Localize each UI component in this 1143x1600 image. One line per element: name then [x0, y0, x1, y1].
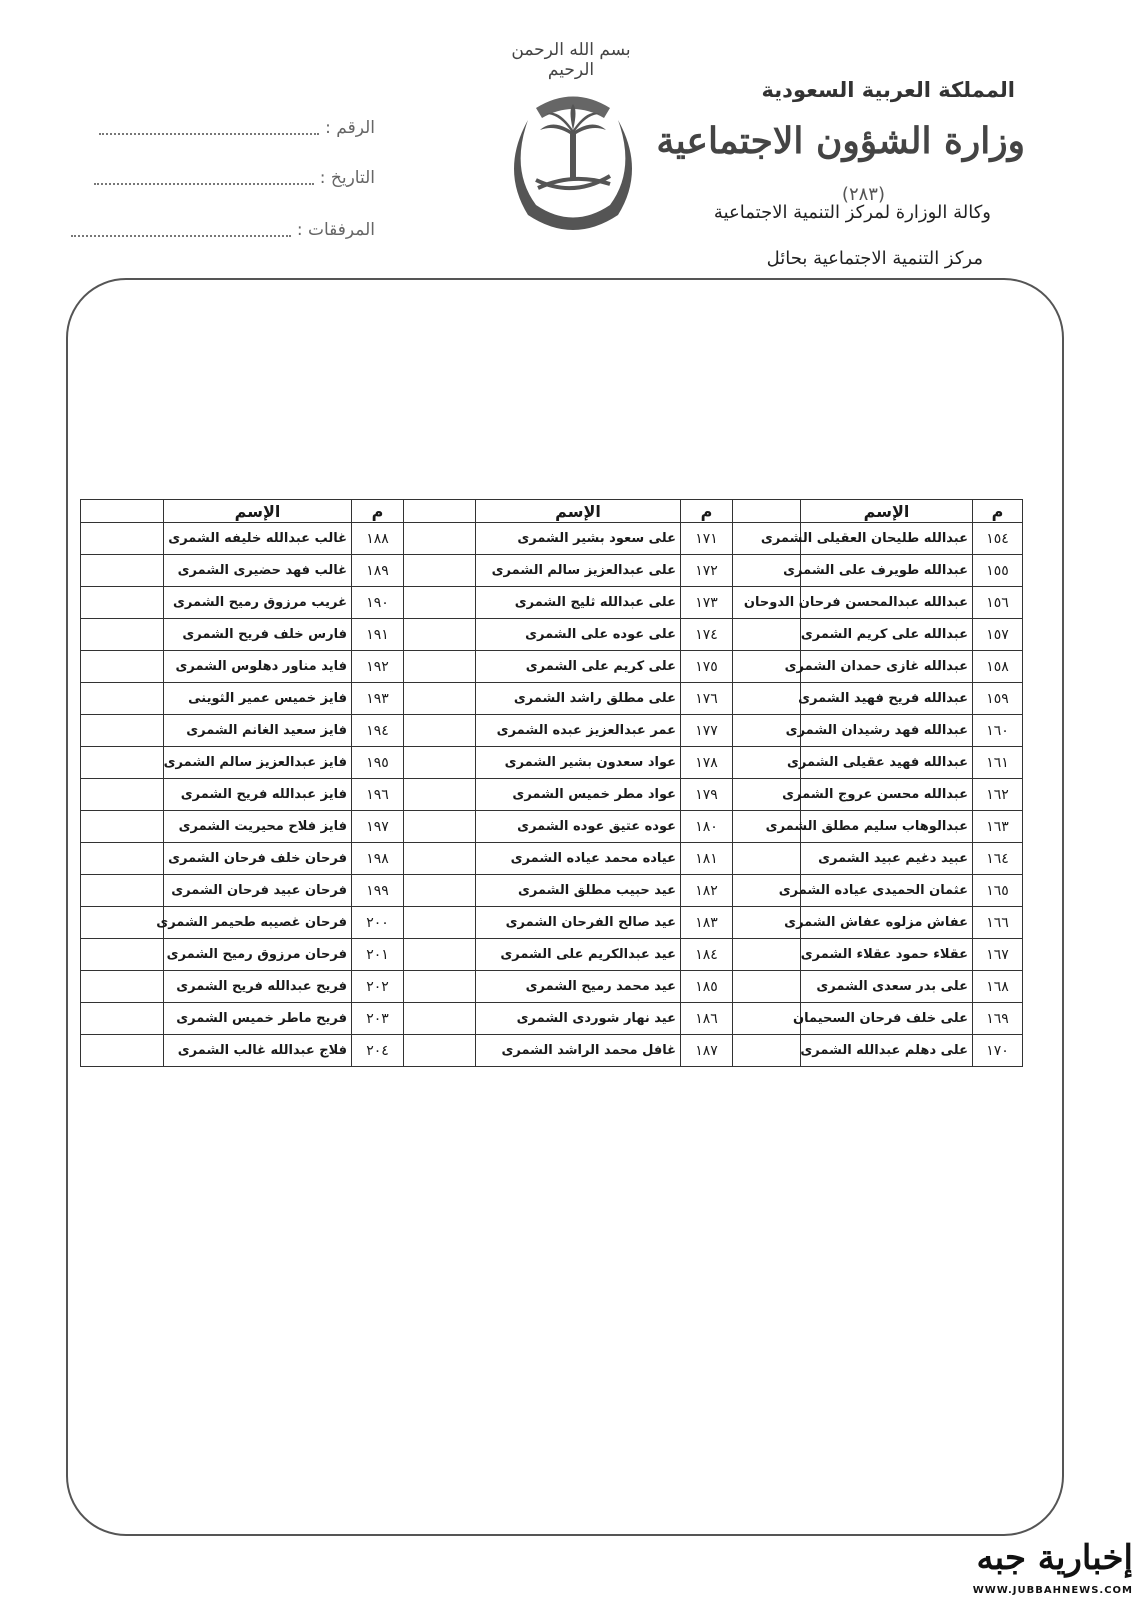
column-header-blank [404, 500, 476, 523]
row-number: ١٧٧ [681, 715, 733, 747]
person-name: على عبدالعزيز سالم الشمرى [476, 555, 681, 587]
row-number: ١٦٦ [973, 907, 1023, 939]
blank-cell [404, 619, 476, 651]
person-name: فرحان خلف فرحان الشمرى [164, 843, 352, 875]
row-number: ٢٠١ [352, 939, 404, 971]
date-dots [94, 171, 314, 185]
row-number: ١٩٠ [352, 587, 404, 619]
person-name: فلاج عبدالله غالب الشمرى [164, 1035, 352, 1067]
person-name: على عبدالله ثليج الشمرى [476, 587, 681, 619]
row-number: ١٧١ [681, 523, 733, 555]
person-name: عبدالله طويرف على الشمرى [801, 555, 973, 587]
document-code: (٢٨٣) [841, 184, 885, 205]
blank-cell [81, 971, 164, 1003]
row-number: ١٦٥ [973, 875, 1023, 907]
watermark-url: WWW.JUBBAHNEWS.COM [972, 1585, 1133, 1596]
blank-cell [81, 651, 164, 683]
column-header-number: م [973, 500, 1023, 523]
table-row [81, 555, 1023, 587]
ministry-emblem-icon [498, 80, 648, 240]
table-row [81, 779, 1023, 811]
blank-cell [81, 939, 164, 971]
person-name: عبدالله غازى حمدان الشمرى [801, 651, 973, 683]
row-number: ١٨٣ [681, 907, 733, 939]
row-number: ١٥٤ [973, 523, 1023, 555]
person-name: عياده محمد عياده الشمرى [476, 843, 681, 875]
person-name: فرحان غصيبه طحيمر الشمرى [164, 907, 352, 939]
row-number: ١٦٠ [973, 715, 1023, 747]
person-name: عثمان الحميدى عياده الشمرى [801, 875, 973, 907]
attachments-field [71, 220, 375, 240]
table-row [81, 683, 1023, 715]
person-name: على كريم على الشمرى [476, 651, 681, 683]
blank-cell [404, 811, 476, 843]
blank-cell [404, 555, 476, 587]
center-title: مركز التنمية الاجتماعية بحائل [766, 248, 983, 269]
reference-number-label: الرقم : [325, 118, 375, 138]
row-number: ١٦٨ [973, 971, 1023, 1003]
blank-cell [733, 683, 801, 715]
column-header-number: م [352, 500, 404, 523]
blank-cell [733, 971, 801, 1003]
table-row [81, 843, 1023, 875]
blank-cell [81, 1035, 164, 1067]
row-number: ١٩٩ [352, 875, 404, 907]
table-row [81, 907, 1023, 939]
blank-cell [733, 939, 801, 971]
row-number: ١٥٦ [973, 587, 1023, 619]
blank-cell [81, 587, 164, 619]
row-number: ١٩٦ [352, 779, 404, 811]
table-header-row [81, 500, 1023, 523]
row-number: ١٩٨ [352, 843, 404, 875]
person-name: عقلاء حمود عقلاء الشمرى [801, 939, 973, 971]
person-name: فايد مناور دهلوس الشمرى [164, 651, 352, 683]
reference-number-field [99, 118, 375, 138]
person-name: فرحان عبيد فرحان الشمرى [164, 875, 352, 907]
blank-cell [404, 875, 476, 907]
attachments-label: المرفقات : [296, 220, 375, 240]
blank-cell [404, 971, 476, 1003]
row-number: ١٦١ [973, 747, 1023, 779]
row-number: ١٧٩ [681, 779, 733, 811]
blank-cell [733, 843, 801, 875]
person-name: فايز خميس عمير الثوينى [164, 683, 352, 715]
person-name: عبدالله على كريم الشمرى [801, 619, 973, 651]
row-number: ١٩٣ [352, 683, 404, 715]
row-number: ١٧٥ [681, 651, 733, 683]
person-name: عبدالله فهد رشيدان الشمرى [801, 715, 973, 747]
agency-title: وكالة الوزارة لمركز التنمية الاجتماعية [713, 202, 991, 223]
ministry-title: وزارة الشؤون الاجتماعية [656, 120, 1025, 162]
attachments-dots [71, 223, 291, 237]
person-name: عبيد دغيم عبيد الشمرى [801, 843, 973, 875]
blank-cell [404, 779, 476, 811]
row-number: ١٨٠ [681, 811, 733, 843]
person-name: على بدر سعدى الشمرى [801, 971, 973, 1003]
row-number: ٢٠٢ [352, 971, 404, 1003]
person-name: على سعود بشير الشمرى [476, 523, 681, 555]
blank-cell [81, 747, 164, 779]
person-name: فريح عبدالله فريح الشمرى [164, 971, 352, 1003]
blank-cell [81, 907, 164, 939]
row-number: ١٩١ [352, 619, 404, 651]
person-name: غالب عبدالله خليفه الشمرى [164, 523, 352, 555]
person-name: عيد عبدالكريم على الشمرى [476, 939, 681, 971]
row-number: ١٧٨ [681, 747, 733, 779]
table-row [81, 875, 1023, 907]
table-row [81, 523, 1023, 555]
row-number: ١٨١ [681, 843, 733, 875]
row-number: ١٦٤ [973, 843, 1023, 875]
person-name: على خلف فرحان السحيمان [801, 1003, 973, 1035]
row-number: ١٥٧ [973, 619, 1023, 651]
row-number: ١٩٧ [352, 811, 404, 843]
table-row [81, 939, 1023, 971]
person-name: فارس خلف فريح الشمرى [164, 619, 352, 651]
table-row [81, 651, 1023, 683]
blank-cell [404, 939, 476, 971]
person-name: عبدالوهاب سليم مطلق الشمرى [801, 811, 973, 843]
table-row [81, 619, 1023, 651]
row-number: ١٥٥ [973, 555, 1023, 587]
person-name: عيد حبيب مطلق الشمرى [476, 875, 681, 907]
row-number: ١٦٧ [973, 939, 1023, 971]
row-number: ١٨٦ [681, 1003, 733, 1035]
table-row [81, 747, 1023, 779]
person-name: على عوده على الشمرى [476, 619, 681, 651]
column-header-name: الإسم [476, 500, 681, 523]
person-name: عبدالله محسن عروج الشمرى [801, 779, 973, 811]
person-name: عواد سعدون بشير الشمرى [476, 747, 681, 779]
blank-cell [81, 779, 164, 811]
person-name: غافل محمد الراشد الشمرى [476, 1035, 681, 1067]
blank-cell [81, 523, 164, 555]
blank-cell [404, 1003, 476, 1035]
blank-cell [404, 843, 476, 875]
watermark-logo: إخبارية جبه [976, 1538, 1133, 1578]
person-name: عيد نهار شوردى الشمرى [476, 1003, 681, 1035]
row-number: ١٧٤ [681, 619, 733, 651]
person-name: غريب مرزوق رميح الشمرى [164, 587, 352, 619]
blank-cell [404, 1035, 476, 1067]
person-name: فايز سعيد الغانم الشمرى [164, 715, 352, 747]
column-header-blank [733, 500, 801, 523]
reference-number-dots [99, 121, 319, 135]
column-header-name: الإسم [801, 500, 973, 523]
blank-cell [404, 587, 476, 619]
person-name: عمر عبدالعزيز عبده الشمرى [476, 715, 681, 747]
basmala-text: بسم الله الرحمن الرحيم [511, 40, 631, 80]
blank-cell [404, 715, 476, 747]
person-name: على مطلق راشد الشمرى [476, 683, 681, 715]
person-name: عفاش مزلوه عفاش الشمرى [801, 907, 973, 939]
person-name: عبدالله فهيد عقيلى الشمرى [801, 747, 973, 779]
table-row [81, 715, 1023, 747]
row-number: ١٨٧ [681, 1035, 733, 1067]
table-row [81, 587, 1023, 619]
column-header-blank [81, 500, 164, 523]
row-number: ١٥٩ [973, 683, 1023, 715]
person-name: فايز فلاح محيريت الشمرى [164, 811, 352, 843]
date-field [94, 168, 375, 188]
person-name: فايز عبدالله فريح الشمرى [164, 779, 352, 811]
row-number: ١٨٤ [681, 939, 733, 971]
column-header-name: الإسم [164, 500, 352, 523]
row-number: ٢٠٤ [352, 1035, 404, 1067]
blank-cell [81, 1003, 164, 1035]
names-table [80, 499, 1023, 1067]
row-number: ٢٠٣ [352, 1003, 404, 1035]
row-number: ١٥٨ [973, 651, 1023, 683]
table-row [81, 1035, 1023, 1067]
person-name: غالب فهد حضيرى الشمرى [164, 555, 352, 587]
row-number: ١٦٩ [973, 1003, 1023, 1035]
person-name: فرحان مرزوق رميح الشمرى [164, 939, 352, 971]
person-name: عيد صالح الفرحان الشمرى [476, 907, 681, 939]
person-name: عبدالله فريح فهيد الشمرى [801, 683, 973, 715]
row-number: ١٩٥ [352, 747, 404, 779]
row-number: ١٦٢ [973, 779, 1023, 811]
blank-cell [81, 715, 164, 747]
kingdom-title: المملكة العربية السعودية [761, 78, 1015, 102]
column-header-number: م [681, 500, 733, 523]
blank-cell [404, 523, 476, 555]
row-number: ١٨٨ [352, 523, 404, 555]
row-number: ١٧٣ [681, 587, 733, 619]
blank-cell [81, 811, 164, 843]
date-label: التاريخ : [319, 168, 375, 188]
blank-cell [81, 555, 164, 587]
blank-cell [404, 683, 476, 715]
person-name: عبدالله عبدالمحسن فرحان الدوحان [801, 587, 973, 619]
row-number: ١٧٦ [681, 683, 733, 715]
blank-cell [733, 1003, 801, 1035]
blank-cell [733, 1035, 801, 1067]
row-number: ١٧٠ [973, 1035, 1023, 1067]
table-row [81, 1003, 1023, 1035]
person-name: عوده عتيق عوده الشمرى [476, 811, 681, 843]
row-number: ١٨٢ [681, 875, 733, 907]
person-name: عواد مطر خميس الشمرى [476, 779, 681, 811]
person-name: فايز عبدالعزيز سالم الشمرى [164, 747, 352, 779]
blank-cell [81, 619, 164, 651]
blank-cell [404, 651, 476, 683]
blank-cell [81, 683, 164, 715]
blank-cell [81, 875, 164, 907]
person-name: عبدالله طليحان العقيلى الشمرى [801, 523, 973, 555]
blank-cell [733, 619, 801, 651]
row-number: ١٨٩ [352, 555, 404, 587]
blank-cell [404, 747, 476, 779]
person-name: عيد محمد رميح الشمرى [476, 971, 681, 1003]
row-number: ١٧٢ [681, 555, 733, 587]
row-number: ١٦٣ [973, 811, 1023, 843]
row-number: ١٩٢ [352, 651, 404, 683]
person-name: على دهلم عبدالله الشمرى [801, 1035, 973, 1067]
table-row [81, 971, 1023, 1003]
blank-cell [81, 843, 164, 875]
table-row [81, 811, 1023, 843]
row-number: ١٩٤ [352, 715, 404, 747]
row-number: ١٨٥ [681, 971, 733, 1003]
person-name: فريح ماطر خميس الشمرى [164, 1003, 352, 1035]
row-number: ٢٠٠ [352, 907, 404, 939]
blank-cell [404, 907, 476, 939]
